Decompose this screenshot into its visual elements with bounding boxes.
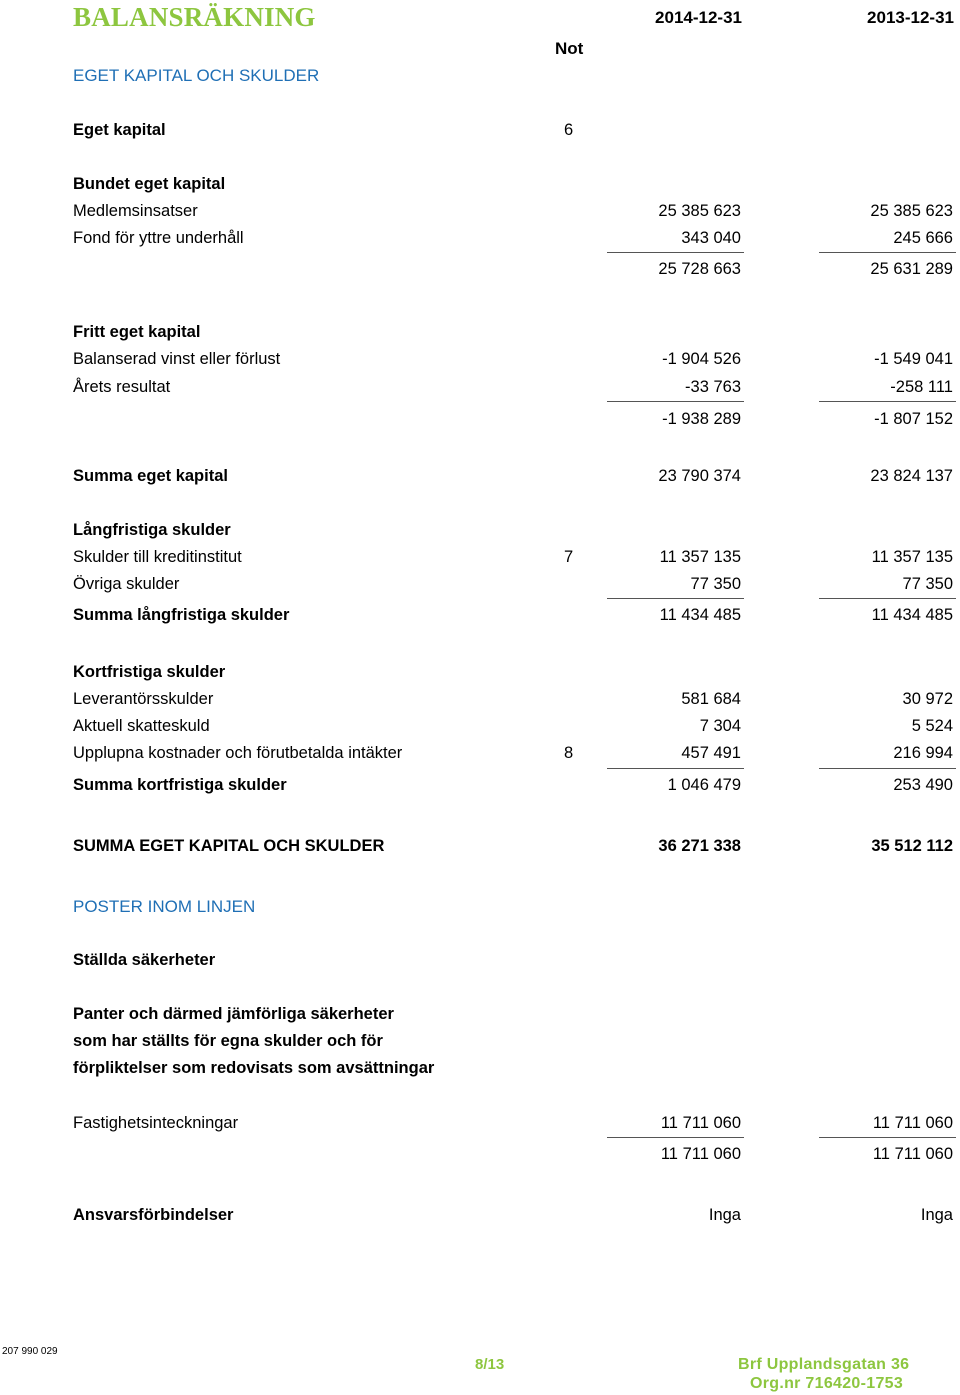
- row-arets-resultat: [0, 378, 960, 400]
- value-2013: Inga: [920, 1206, 953, 1224]
- value-2014: 11 711 060: [660, 1145, 741, 1163]
- value-2013: -1 549 041: [874, 350, 953, 368]
- row-label: Medlemsinsatser: [73, 202, 198, 220]
- section-title-eget-kapital-och-skulder: EGET KAPITAL OCH SKULDER: [73, 66, 320, 85]
- value-2013: 23 824 137: [870, 467, 953, 485]
- row-fastighet-sum: [0, 1145, 960, 1167]
- subtotal-rule: [607, 598, 744, 599]
- row-panter-line1: [0, 1005, 960, 1027]
- value-2013: 245 666: [893, 229, 953, 247]
- footer-organization-number: Org.nr 716420-1753: [750, 1375, 904, 1392]
- footer-document-code: 207 990 029: [2, 1346, 58, 1357]
- row-fond: [0, 229, 960, 251]
- row-balanserad: [0, 350, 960, 372]
- subtotal-rule: [607, 1137, 744, 1138]
- column-header-2013: 2013-12-31: [867, 8, 954, 27]
- row-label: Fond för yttre underhåll: [73, 229, 244, 247]
- subtotal-rule: [607, 401, 744, 402]
- value-2014: 581 684: [681, 690, 741, 708]
- subtotal-rule: [819, 401, 956, 402]
- value-2014: 23 790 374: [658, 467, 741, 485]
- page-title: BALANSRÄKNING: [73, 2, 316, 32]
- row-label: Panter och därmed jämförliga säkerheter: [73, 1005, 394, 1023]
- row-label: Fastighetsinteckningar: [73, 1114, 239, 1132]
- row-bundet-sum: [0, 260, 960, 282]
- row-stallda-sakerheter: [0, 951, 960, 973]
- value-2014: 457 491: [681, 744, 741, 762]
- row-label: Långfristiga skulder: [73, 521, 231, 539]
- row-note: 8: [564, 744, 574, 762]
- value-2014: Inga: [708, 1206, 741, 1224]
- row-label: Summa långfristiga skulder: [73, 606, 290, 624]
- value-2013: 5 524: [911, 717, 953, 735]
- row-label: Summa kortfristiga skulder: [73, 776, 287, 794]
- row-label: Skulder till kreditinstitut: [73, 548, 242, 566]
- subtotal-rule: [819, 1137, 956, 1138]
- value-2014: -1 938 289: [662, 410, 741, 428]
- value-2013: 35 512 112: [871, 837, 953, 855]
- value-2014: 25 385 623: [658, 202, 741, 220]
- row-label: SUMMA EGET KAPITAL OCH SKULDER: [73, 837, 385, 855]
- value-2013: 216 994: [893, 744, 953, 762]
- row-label: Balanserad vinst eller förlust: [73, 350, 281, 368]
- row-label: som har ställts för egna skulder och för: [73, 1032, 383, 1050]
- value-2013: 11 711 060: [872, 1145, 953, 1163]
- value-2013: 77 350: [902, 575, 953, 593]
- row-bundet-heading: [0, 175, 960, 197]
- subtotal-rule: [607, 252, 744, 253]
- footer-page-number: 8/13: [475, 1356, 505, 1373]
- row-label: Leverantörsskulder: [73, 690, 214, 708]
- row-ansvarsforbindelser: [0, 1206, 960, 1228]
- row-label: förpliktelser som redovisats som avsättningar: [73, 1059, 435, 1077]
- value-2014: 36 271 338: [658, 837, 741, 855]
- subtotal-rule: [607, 768, 744, 769]
- row-label: Fritt eget kapital: [73, 323, 201, 341]
- row-summa-eget-kapital: [0, 467, 960, 489]
- row-label: Övriga skulder: [73, 575, 180, 593]
- value-2013: 253 490: [893, 776, 953, 794]
- value-2013: -1 807 152: [874, 410, 953, 428]
- value-2013: 11 357 135: [871, 548, 953, 566]
- row-skatteskuld: [0, 717, 960, 739]
- value-2014: 11 711 060: [660, 1114, 741, 1132]
- value-2014: -1 904 526: [662, 350, 741, 368]
- row-summa-total: [0, 837, 960, 859]
- subtotal-rule: [819, 768, 956, 769]
- row-medlemsinsatser: [0, 202, 960, 224]
- row-eget-kapital: [0, 121, 960, 143]
- row-fritt-heading: [0, 323, 960, 345]
- row-label: Kortfristiga skulder: [73, 663, 226, 681]
- row-kreditinstitut: [0, 548, 960, 570]
- row-ovriga-skulder: [0, 575, 960, 597]
- value-2014: -33 763: [685, 378, 741, 396]
- row-label: Ställda säkerheter: [73, 951, 216, 969]
- row-label: Ansvarsförbindelser: [73, 1206, 234, 1224]
- subtotal-rule: [819, 252, 956, 253]
- column-header-2014: 2014-12-31: [655, 8, 742, 27]
- value-2014: 11 434 485: [659, 606, 741, 624]
- value-2013: 30 972: [902, 690, 953, 708]
- row-fastighetsinteckningar: [0, 1114, 960, 1136]
- row-label: Eget kapital: [73, 121, 166, 139]
- row-panter-line3: [0, 1059, 960, 1081]
- row-kort-heading: [0, 663, 960, 685]
- column-header-not: Not: [555, 39, 584, 58]
- value-2013: 25 631 289: [870, 260, 953, 278]
- row-label: Upplupna kostnader och förutbetalda intäkter: [73, 744, 403, 762]
- row-summa-kortfristiga: [0, 776, 960, 798]
- subtotal-rule: [819, 598, 956, 599]
- row-panter-line2: [0, 1032, 960, 1054]
- section-title-poster-inom-linjen: POSTER INOM LINJEN: [73, 897, 256, 916]
- row-summa-langfristiga: [0, 606, 960, 628]
- row-leverantorsskulder: [0, 690, 960, 712]
- footer-organization-name: Brf Upplandsgatan 36: [738, 1356, 910, 1373]
- row-note: 6: [564, 121, 574, 139]
- value-2013: -258 111: [890, 378, 953, 396]
- row-label: Årets resultat: [73, 378, 171, 396]
- value-2013: 25 385 623: [870, 202, 953, 220]
- value-2014: 7 304: [699, 717, 741, 735]
- value-2014: 1 046 479: [667, 776, 741, 794]
- row-label: Aktuell skatteskuld: [73, 717, 210, 735]
- value-2014: 25 728 663: [658, 260, 741, 278]
- value-2014: 77 350: [690, 575, 741, 593]
- value-2013: 11 711 060: [872, 1114, 953, 1132]
- row-label: Summa eget kapital: [73, 467, 228, 485]
- row-label: Bundet eget kapital: [73, 175, 226, 193]
- value-2014: 11 357 135: [659, 548, 741, 566]
- row-upplupna: [0, 744, 960, 766]
- value-2013: 11 434 485: [871, 606, 953, 624]
- row-lang-heading: [0, 521, 960, 543]
- row-note: 7: [564, 548, 574, 566]
- value-2014: 343 040: [681, 229, 741, 247]
- row-fritt-sum: [0, 410, 960, 432]
